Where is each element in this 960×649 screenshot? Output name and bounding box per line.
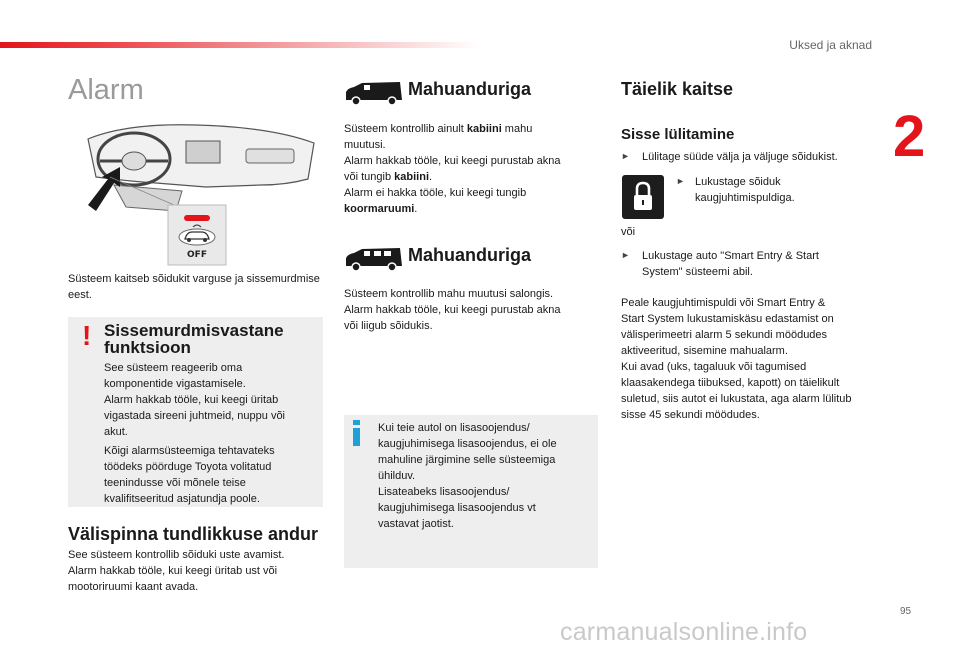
text-line: Kui avad (uks, tagaluuk või tagumised: [621, 361, 807, 373]
text-line: See süsteem kontrollib sõiduki uste avamist.: [68, 549, 285, 561]
volume-sensor-text-1: [344, 121, 594, 217]
exterior-sensor-text: [68, 547, 284, 595]
text-line: kaugjuhtimispuldiga.: [695, 192, 795, 204]
text-line: [344, 169, 594, 185]
bullet-icon: ►: [621, 250, 630, 260]
text-run: .: [429, 171, 433, 183]
van-long-icon: [344, 246, 404, 272]
text-line: Süsteem kontrollib mahu muutusi salongis.: [344, 288, 554, 300]
text-line: Start System lukustamiskäsu edastamist on: [621, 313, 834, 325]
text-line: aktiveeritud, sisemine mahualarm.: [621, 345, 788, 357]
text-bold: kabiini: [394, 171, 429, 183]
info-icon: [352, 420, 361, 446]
text-line: Lukustage auto "Smart Entry & Start: [642, 250, 819, 262]
activation-description: [621, 295, 852, 423]
text-line: töödeks pöörduge Toyota volitatud: [104, 461, 272, 473]
chapter-number: 2: [893, 104, 926, 169]
step-lock-smart-entry: [642, 248, 819, 280]
dashboard-illustration: [86, 121, 316, 271]
step-lock-remote: [695, 174, 795, 206]
full-protection-heading: Täielik kaitse: [621, 79, 734, 99]
text-line: Lukustage sõiduk: [695, 176, 781, 188]
alarm-intro: Süsteem kaitseb sõidukit varguse ja sissemurdmise eest.: [68, 273, 320, 301]
text-line: Alarm hakkab tööle, kui keegi purustab akna: [344, 304, 561, 316]
text-line: sisse 45 sekundi möödudes.: [621, 409, 760, 421]
warning-title: [104, 322, 284, 356]
or-text: või: [621, 226, 636, 238]
info-text: [378, 420, 557, 532]
text-line: mahuline järgimine selle süsteemiga: [378, 454, 556, 466]
text-line: välisperimeetri alarm 5 sekundi möödudes: [621, 329, 828, 341]
van-short-icon: [344, 80, 404, 106]
text-bold: koormaruumi: [344, 203, 415, 215]
text-bold: kabiini: [466, 123, 502, 135]
text-line: kvalifitseeritud asjatundja poole.: [104, 493, 260, 505]
page-number: 95: [900, 606, 912, 617]
volume-sensor-heading-1: Mahuanduriga: [408, 79, 532, 99]
text-run: Süsteem kontrollib ainult: [344, 123, 467, 135]
text-line: [344, 121, 594, 137]
warning-title-line: Sissemurdmisvastane: [104, 321, 284, 340]
remote-lock-button-image: [622, 175, 664, 219]
text-line: Lisateabeks lisasoojendus/: [378, 486, 510, 498]
volume-sensor-text-2: [344, 286, 594, 334]
text-line: kaugjuhimisega lisasoojendus, ei ole: [378, 438, 557, 450]
bullet-icon: ►: [621, 151, 630, 161]
watermark: carmanualsonline.info: [560, 618, 808, 646]
text-run: või tungib: [344, 171, 395, 183]
text-line: suletud, siis autot ei lukustata, aga alarm lülitub: [621, 393, 852, 405]
text-line: akut.: [104, 426, 128, 438]
text-line: Kui teie autol on lisasoojendus/: [378, 422, 530, 434]
warning-icon: !: [82, 320, 92, 351]
text-line: See süsteem reageerib oma: [104, 362, 243, 374]
text-line: Alarm hakkab tööle, kui keegi üritab: [104, 394, 279, 406]
alarm-heading: Alarm: [68, 74, 144, 106]
text-line: vastavat jaotist.: [378, 518, 454, 530]
text-line: klaasakendega tiibuksed, kapott) on täielikult: [621, 377, 840, 389]
text-line: muutusi.: [344, 139, 386, 151]
text-line: Peale kaugjuhtimispuldi või Smart Entry &: [621, 297, 826, 309]
exterior-sensor-heading: Välispinna tundlikkuse andur: [68, 524, 319, 544]
warning-para2: [104, 443, 275, 507]
text-line: [344, 201, 594, 217]
off-button-label: OFF: [187, 250, 207, 260]
text-line: Kõigi alarmsüsteemiga tehtavateks: [104, 445, 275, 457]
warning-title-line: funktsioon: [104, 338, 191, 357]
text-line: komponentide vigastamisele.: [104, 378, 246, 390]
bullet-icon: ►: [676, 176, 685, 186]
text-line: kaugjuhimisega lisasoojendus vt: [378, 502, 536, 514]
text-line: mootoriruumi kaant avada.: [68, 581, 199, 593]
text-line: teenindusse või mõnele teise: [104, 477, 246, 489]
text-line: vigastada sireeni juhtmeid, nuppu või: [104, 410, 286, 422]
text-line: Alarm hakkab tööle, kui keegi üritab ust või: [68, 565, 278, 577]
header-accent-bar: [0, 42, 480, 48]
activation-subheading: Sisse lülitamine: [621, 126, 735, 143]
step-ignition-off: Lülitage süüde välja ja väljuge sõidukist.: [642, 151, 838, 163]
text-line: Alarm hakkab tööle, kui keegi purustab akna: [344, 155, 561, 167]
text-line: või liigub sõidukis.: [344, 320, 433, 332]
text-line: Alarm ei hakka tööle, kui keegi tungib: [344, 187, 527, 199]
text-line: System" süsteemi abil.: [642, 266, 753, 278]
text-run: .: [414, 203, 418, 215]
text-line: ühilduv.: [378, 470, 416, 482]
warning-para1: [104, 360, 285, 440]
volume-sensor-heading-2: Mahuanduriga: [408, 245, 532, 265]
section-title: Uksed ja aknad: [789, 38, 872, 52]
text-run: mahu: [501, 123, 533, 135]
